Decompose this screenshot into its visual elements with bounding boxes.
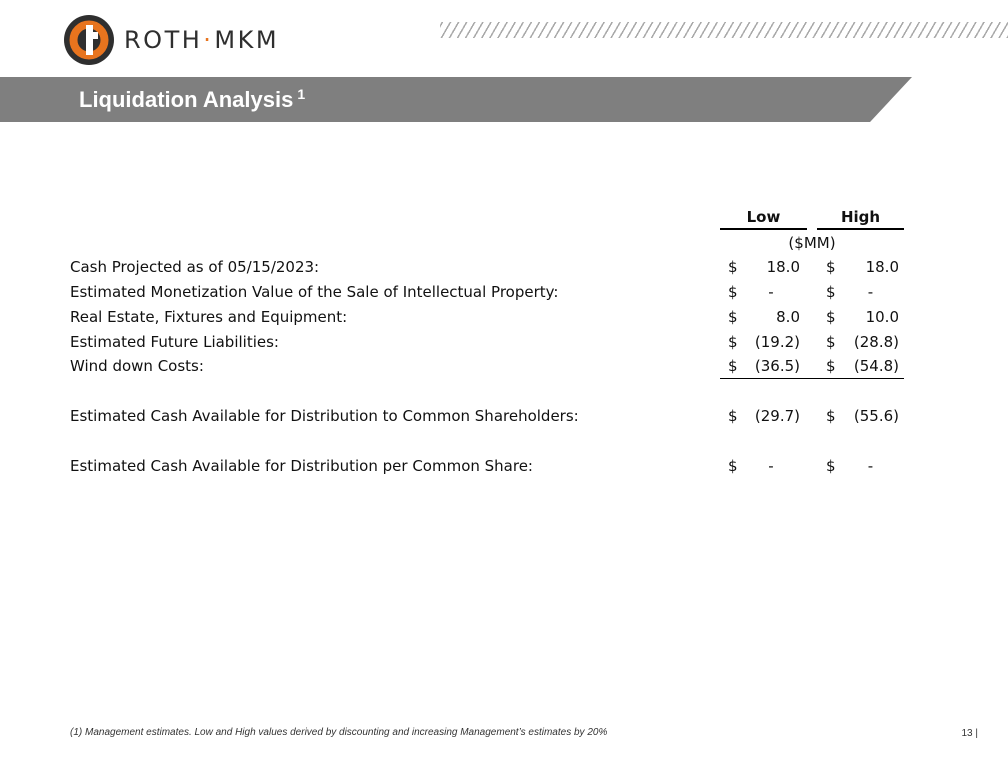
- table-row: [0, 308, 1008, 330]
- currency-symbol: $: [826, 357, 836, 375]
- title-footnote-marker: 1: [297, 86, 306, 102]
- total-underline: [720, 378, 904, 379]
- company-logo: [63, 14, 303, 66]
- row-label: Wind down Costs:: [70, 357, 204, 375]
- currency-symbol: $: [826, 407, 836, 425]
- brand-wordmark: ROTH·MKM: [124, 26, 280, 54]
- low-value: 8.0: [776, 308, 800, 326]
- low-value: (19.2): [754, 333, 800, 351]
- currency-symbol: $: [728, 407, 738, 425]
- row-label: Cash Projected as of 05/15/2023:: [70, 258, 320, 276]
- table-row: [0, 457, 1008, 479]
- row-label: Estimated Cash Available for Distribution to Common Shareholders:: [70, 407, 579, 425]
- currency-symbol: $: [826, 308, 836, 326]
- currency-symbol: $: [728, 283, 738, 301]
- row-label: Real Estate, Fixtures and Equipment:: [70, 308, 348, 326]
- currency-symbol: $: [728, 357, 738, 375]
- high-value: -: [867, 457, 874, 475]
- column-header-low: Low: [720, 208, 807, 230]
- footnote: (1) Management estimates. Low and High values derived by discounting and increasing Management’s estimates by 20%: [70, 727, 608, 738]
- currency-symbol: $: [826, 457, 836, 475]
- currency-symbol: $: [826, 283, 836, 301]
- row-label: Estimated Monetization Value of the Sale of Intellectual Property:: [70, 283, 559, 301]
- high-value: (28.8): [853, 333, 899, 351]
- page-title: Liquidation Analysis $^1$: [79, 86, 306, 112]
- currency-symbol: $: [826, 258, 836, 276]
- low-value: (29.7): [754, 407, 800, 425]
- units-label: ($MM): [788, 234, 836, 252]
- row-label: Estimated Future Liabilities:: [70, 333, 279, 351]
- low-value: -: [768, 283, 774, 301]
- row-label: Estimated Cash Available for Distribution per Common Share:: [70, 457, 533, 475]
- low-value: (36.5): [754, 357, 800, 375]
- currency-symbol: $: [728, 308, 738, 326]
- high-value: 10.0: [865, 308, 899, 326]
- column-header-high: High: [817, 208, 904, 230]
- low-value: 18.0: [766, 258, 800, 276]
- decorative-hatch-bar: [440, 22, 1008, 38]
- currency-symbol: $: [728, 258, 738, 276]
- table-row: [0, 283, 1008, 305]
- table-row: [0, 333, 1008, 355]
- roth-logo-icon: [63, 14, 115, 66]
- currency-symbol: $: [728, 457, 738, 475]
- high-value: (55.6): [853, 407, 899, 425]
- high-value: -: [867, 283, 874, 301]
- table-row: [0, 258, 1008, 280]
- low-value: -: [768, 457, 774, 475]
- table-row: [0, 357, 1008, 379]
- currency-symbol: $: [826, 333, 836, 351]
- high-value: 18.0: [865, 258, 899, 276]
- table-row: [0, 407, 1008, 429]
- high-value: (54.8): [853, 357, 899, 375]
- page-number: 13 |: [961, 728, 978, 739]
- currency-symbol: $: [728, 333, 738, 351]
